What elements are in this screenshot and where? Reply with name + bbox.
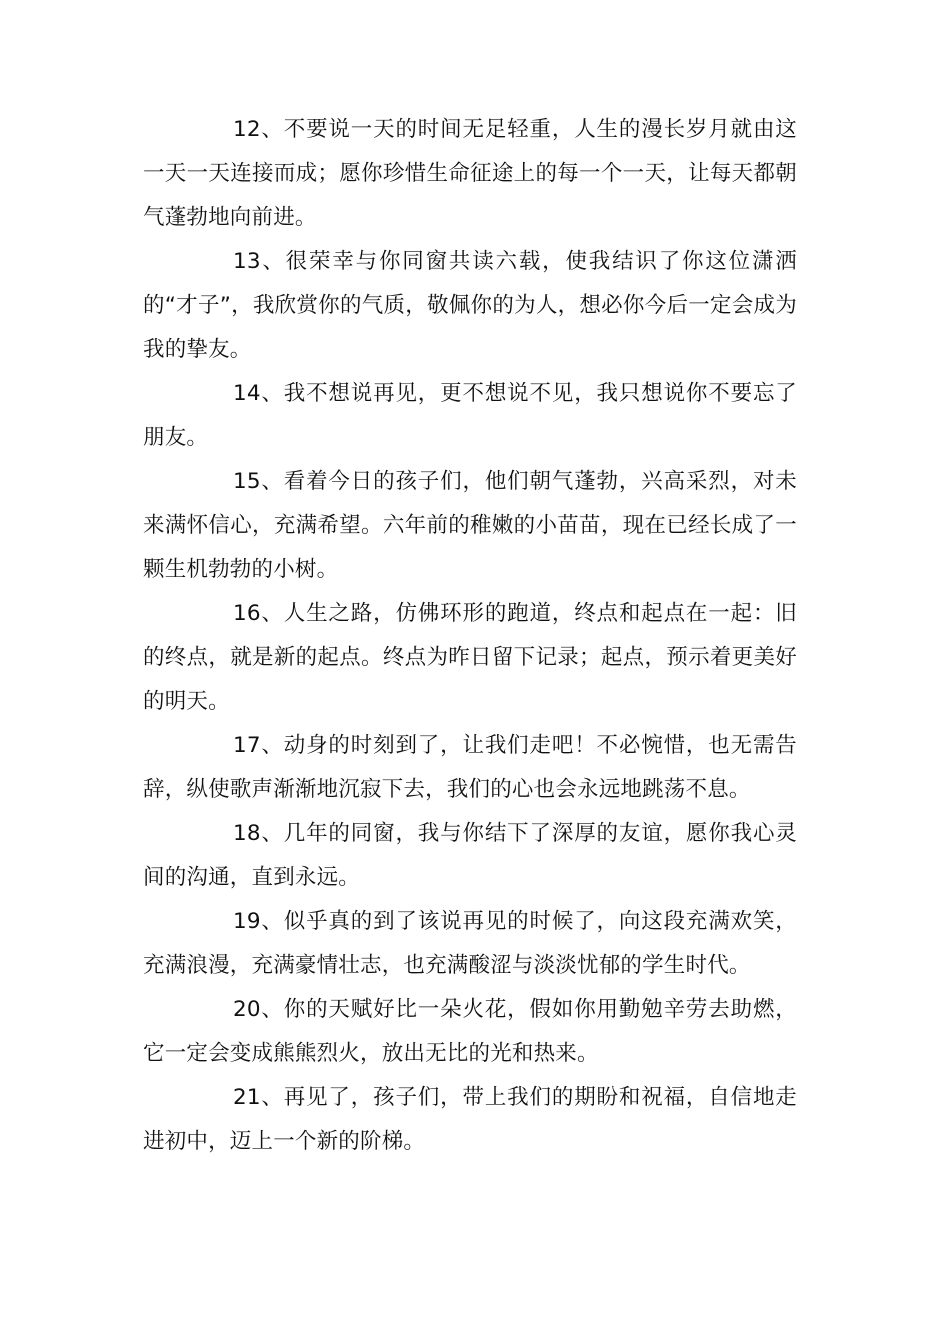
paragraph-15: 15、看着今日的孩子们，他们朝气蓬勃，兴高采烈，对未来满怀信心，充满希望。六年前的稚嫩的小苗苗，现在已经长成了一颗生机勃勃的小树。 [143,469,797,582]
paragraph-20: 20、你的天赋好比一朵火花，假如你用勤勉辛劳去助燃，它一定会变成熊熊烈火，放出无比的光和热来。 [143,997,797,1066]
paragraph-12: 12、不要说一天的时间无足轻重，人生的漫长岁月就由这一天一天连接而成；愿你珍惜生命征途上的每一个一天，让每天都朝气蓬勃地向前进。 [143,117,797,230]
paragraph-17: 17、动身的时刻到了，让我们走吧！不必惋惜，也无需告辞，纵使歌声渐渐地沉寂下去，我们的心也会永远地跳荡不息。 [143,733,797,802]
paragraph-21: 21、再见了，孩子们，带上我们的期盼和祝福，自信地走进初中，迈上一个新的阶梯。 [143,1085,797,1154]
paragraph-14: 14、我不想说再见，更不想说不见，我只想说你不要忘了朋友。 [143,381,797,450]
paragraph-18: 18、几年的同窗，我与你结下了深厚的友谊，愿你我心灵间的沟通，直到永远。 [143,821,797,890]
paragraph-13: 13、很荣幸与你同窗共读六载，使我结识了你这位潇洒的“才子”，我欣赏你的气质，敬佩你的为人，想必你今后一定会成为我的挚友。 [143,249,797,362]
paragraph-16: 16、人生之路，仿佛环形的跑道，终点和起点在一起：旧的终点，就是新的起点。终点为昨日留下记录；起点，预示着更美好的明天。 [143,601,797,714]
document-body [143,108,797,1164]
paragraph-19: 19、似乎真的到了该说再见的时候了，向这段充满欢笑，充满浪漫，充满豪情壮志，也充满酸涩与淡淡忧郁的学生时代。 [143,909,797,978]
